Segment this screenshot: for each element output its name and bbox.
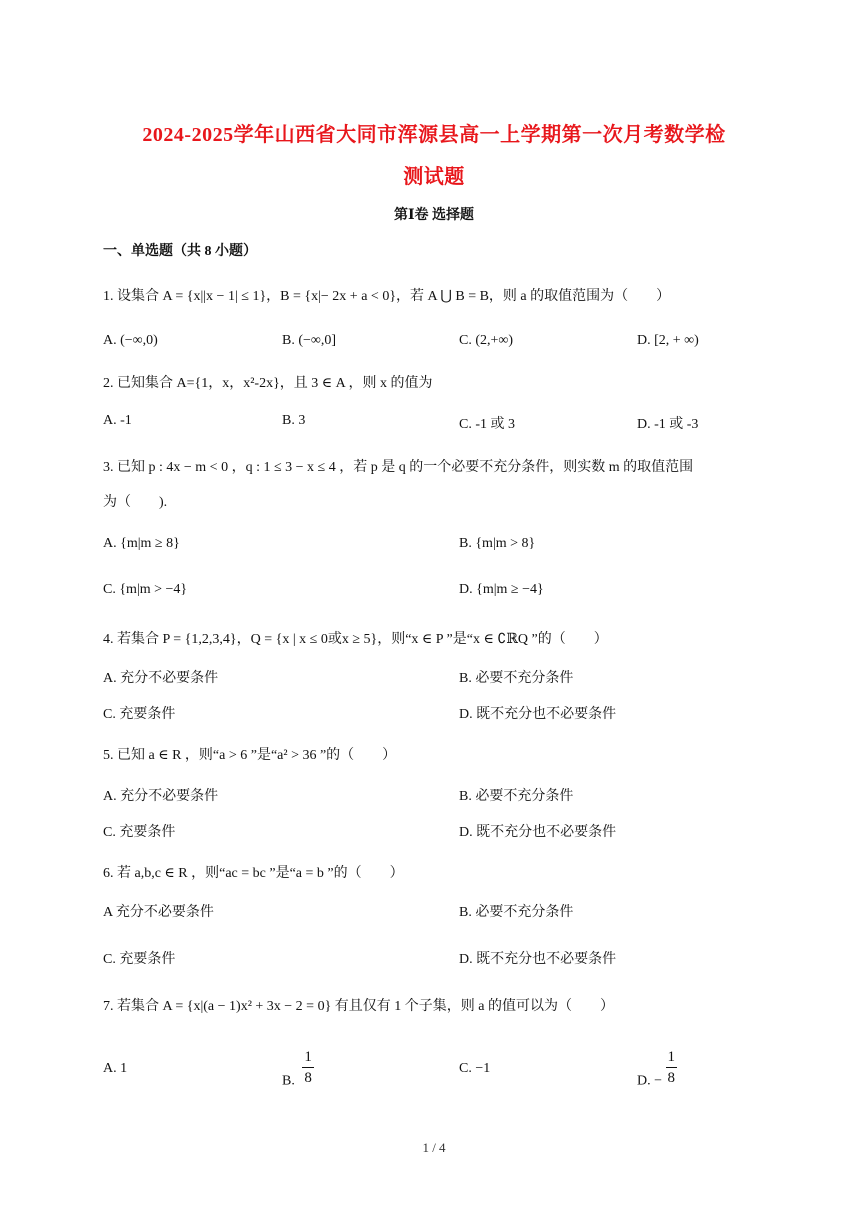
section-heading: 一、单选题（共 8 小题） [103, 244, 257, 259]
question-4-stem: 4. 若集合 P = {1,2,3,4}，Q = {x | x ≤ 0或x ≥ 5}，则“x ∈ P ”是“x ∈ ∁ℝQ ”的（ ） [103, 632, 608, 647]
question-3-option-c: C. {m|m > −4} [103, 582, 188, 597]
question-4-option-b: B. 必要不充分条件 [459, 671, 574, 686]
fraction-numerator: 1 [666, 1047, 678, 1068]
question-7-option-d [637, 1049, 677, 1102]
question-6-option-d: D. 既不充分也不必要条件 [459, 952, 617, 967]
question-4-option-c: C. 充要条件 [103, 707, 176, 722]
question-6-option-b: B. 必要不充分条件 [459, 905, 574, 920]
question-4-option-a: A. 充分不必要条件 [103, 671, 219, 686]
question-5-option-a: A. 充分不必要条件 [103, 789, 219, 804]
page-number: 1 / 4 [422, 1140, 446, 1155]
question-3-stem-line1: 3. 已知 p : 4x − m < 0 ，q : 1 ≤ 3 − x ≤ 4 ，若 p 是 q 的一个必要不充分条件，则实数 m 的取值范围 [103, 460, 694, 475]
question-5-stem: 5. 已知 a ∈ R ，则“a > 6 ”是“a² > 36 ”的（ ） [103, 748, 397, 763]
question-7-option-b-fraction [302, 1047, 314, 1088]
question-2-option-b: B. 3 [282, 413, 306, 428]
question-2-stem: 2. 已知集合 A={1，x，x²-2x}，且 3 ∈ A ，则 x 的值为 [103, 376, 433, 391]
question-2-option-d: D. -1 或 -3 [637, 417, 699, 432]
question-3-option-a: A. {m|m ≥ 8} [103, 536, 180, 551]
question-7-option-d-label: D. − [637, 1073, 663, 1089]
question-1-option-a: A. (−∞,0) [103, 333, 158, 348]
question-2-option-c: C. -1 或 3 [459, 417, 515, 432]
question-7-option-b-label: B. [282, 1073, 295, 1089]
fraction-numerator: 1 [302, 1047, 314, 1068]
question-7-option-b [282, 1049, 314, 1102]
question-7-stem: 7. 若集合 A = {x|(a − 1)x² + 3x − 2 = 0} 有且仅有 1 个子集，则 a 的值可以为（ ） [103, 999, 615, 1014]
question-7-option-c: C. −1 [459, 1061, 491, 1076]
question-7-option-d-fraction [666, 1047, 678, 1088]
fraction-denominator: 8 [304, 1070, 312, 1086]
doc-title-line1: 2024-2025学年山西省大同市浑源县高一上学期第一次月考数学检 [142, 124, 726, 146]
volume-heading: 第Ⅰ卷 选择题 [393, 208, 475, 223]
question-2-option-a: A. -1 [103, 413, 132, 428]
question-5-option-b: B. 必要不充分条件 [459, 789, 574, 804]
fraction-denominator: 8 [667, 1070, 676, 1086]
question-6-option-a: A 充分不必要条件 [103, 905, 214, 920]
question-1-option-d: D. [2, + ∞) [637, 333, 699, 348]
question-5-option-d: D. 既不充分也不必要条件 [459, 825, 617, 840]
doc-title-line2: 测试题 [403, 166, 465, 188]
question-3-option-b: B. {m|m > 8} [459, 536, 536, 551]
question-4-option-d: D. 既不充分也不必要条件 [459, 707, 617, 722]
question-6-stem: 6. 若 a,b,c ∈ R ，则“ac = bc ”是“a = b ”的（ ） [103, 866, 404, 881]
question-3-stem-line2: 为（ ). [103, 495, 168, 510]
question-5-option-c: C. 充要条件 [103, 825, 176, 840]
question-3-option-d: D. {m|m ≥ −4} [459, 582, 544, 597]
question-1-option-c: C. (2,+∞) [459, 333, 514, 348]
question-1-stem: 1. 设集合 A = {x||x − 1| ≤ 1}，B = {x|− 2x + a < 0}，若 A ⋃ B = B，则 a 的取值范围为（ ） [103, 289, 671, 304]
question-1-option-b: B. (−∞,0] [282, 333, 337, 348]
question-6-option-c: C. 充要条件 [103, 952, 176, 967]
question-7-option-a: A. 1 [103, 1061, 128, 1076]
